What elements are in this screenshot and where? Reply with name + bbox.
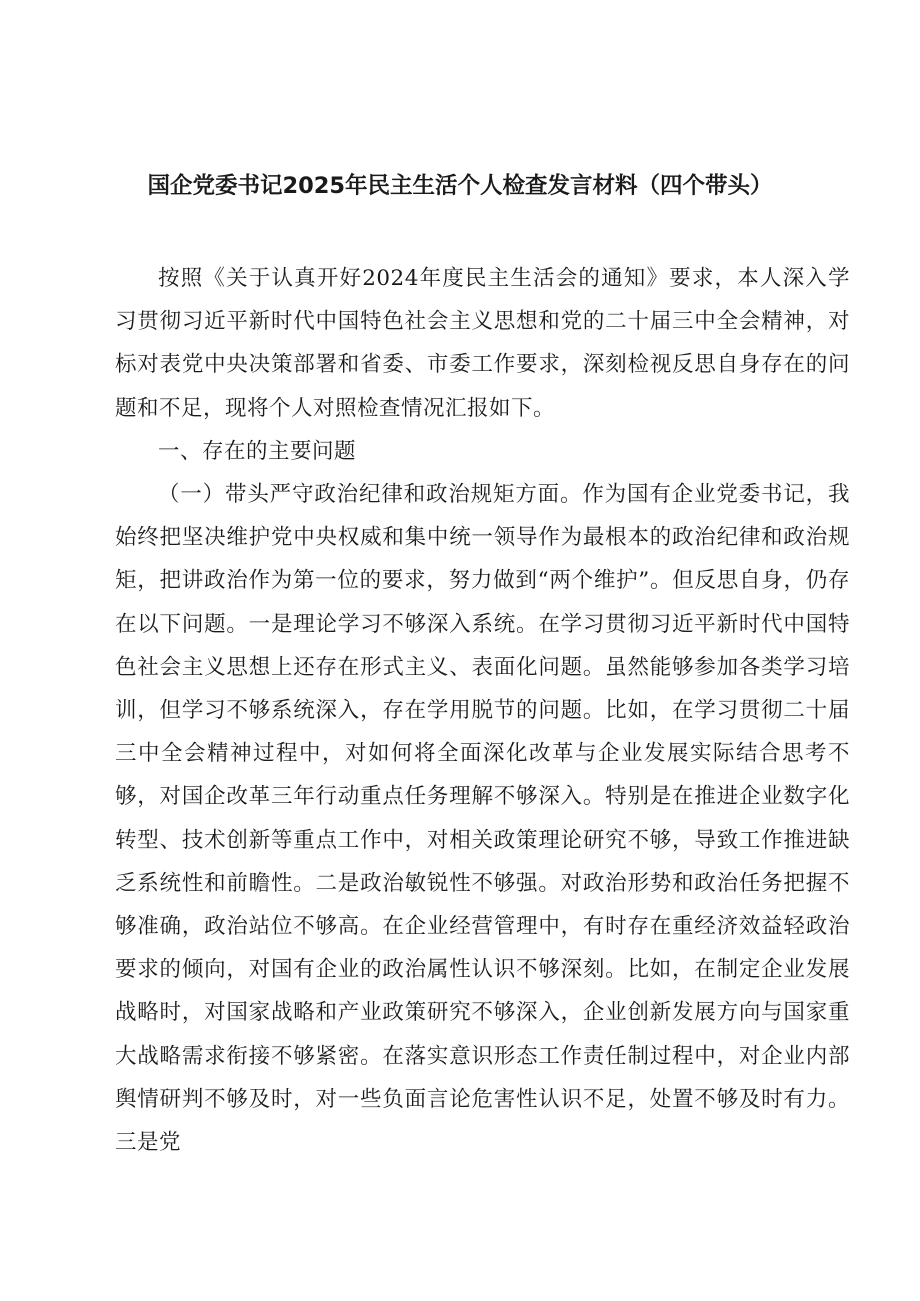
document-body	[115, 257, 850, 1164]
section-paragraph: （一）带头严守政治纪律和政治规矩方面。作为国有企业党委书记，我始终把坚决维护党中央权威和集中统一领导作为最根本的政治纪律和政治规矩，把讲政治作为第一位的要求，努力做到“两个维护”。但反思自身，仍存在以下问题。一是理论学习不够深入系统。在学习贯彻习近平新时代中国特色社会主义思想上还存在形式主义、表面化问题。虽然能够参加各类学习培训，但学习不够系统深入，存在学用脱节的问题。比如，在学习贯彻二十届三中全会精神过程中，对如何将全面深化改革与企业发展实际结合思考不够，对国企改革三年行动重点任务理解不够深入。特别是在推进企业数字化转型、技术创新等重点工作中，对相关政策理论研究不够，导致工作推进缺乏系统性和前瞻性。二是政治敏锐性不够强。对政治形势和政治任务把握不够准确，政治站位不够高。在企业经营管理中，有时存在重经济效益轻政治要求的倾向，对国有企业的政治属性认识不够深刻。比如，在制定企业发展战略时，对国家战略和产业政策研究不够深入，企业创新发展方向与国家重大战略需求衔接不够紧密。在落实意识形态工作责任制过程中，对企业内部舆情研判不够及时，对一些负面言论危害性认识不足，处置不够及时有力。三是党	[115, 482, 850, 1156]
document-title: 国企党委书记2025年民主生活个人检查发言材料（四个带头）	[147, 173, 773, 199]
intro-paragraph: 按照《关于认真开好2024年度民主生活会的通知》要求，本人深入学习贯彻习近平新时代中国特色社会主义思想和党的二十届三中全会精神，对标对表党中央决策部署和省委、市委工作要求，深刻检视反思自身存在的问题和不足，现将个人对照检查情况汇报如下。	[115, 266, 850, 421]
section-heading: 一、存在的主要问题	[158, 438, 357, 464]
